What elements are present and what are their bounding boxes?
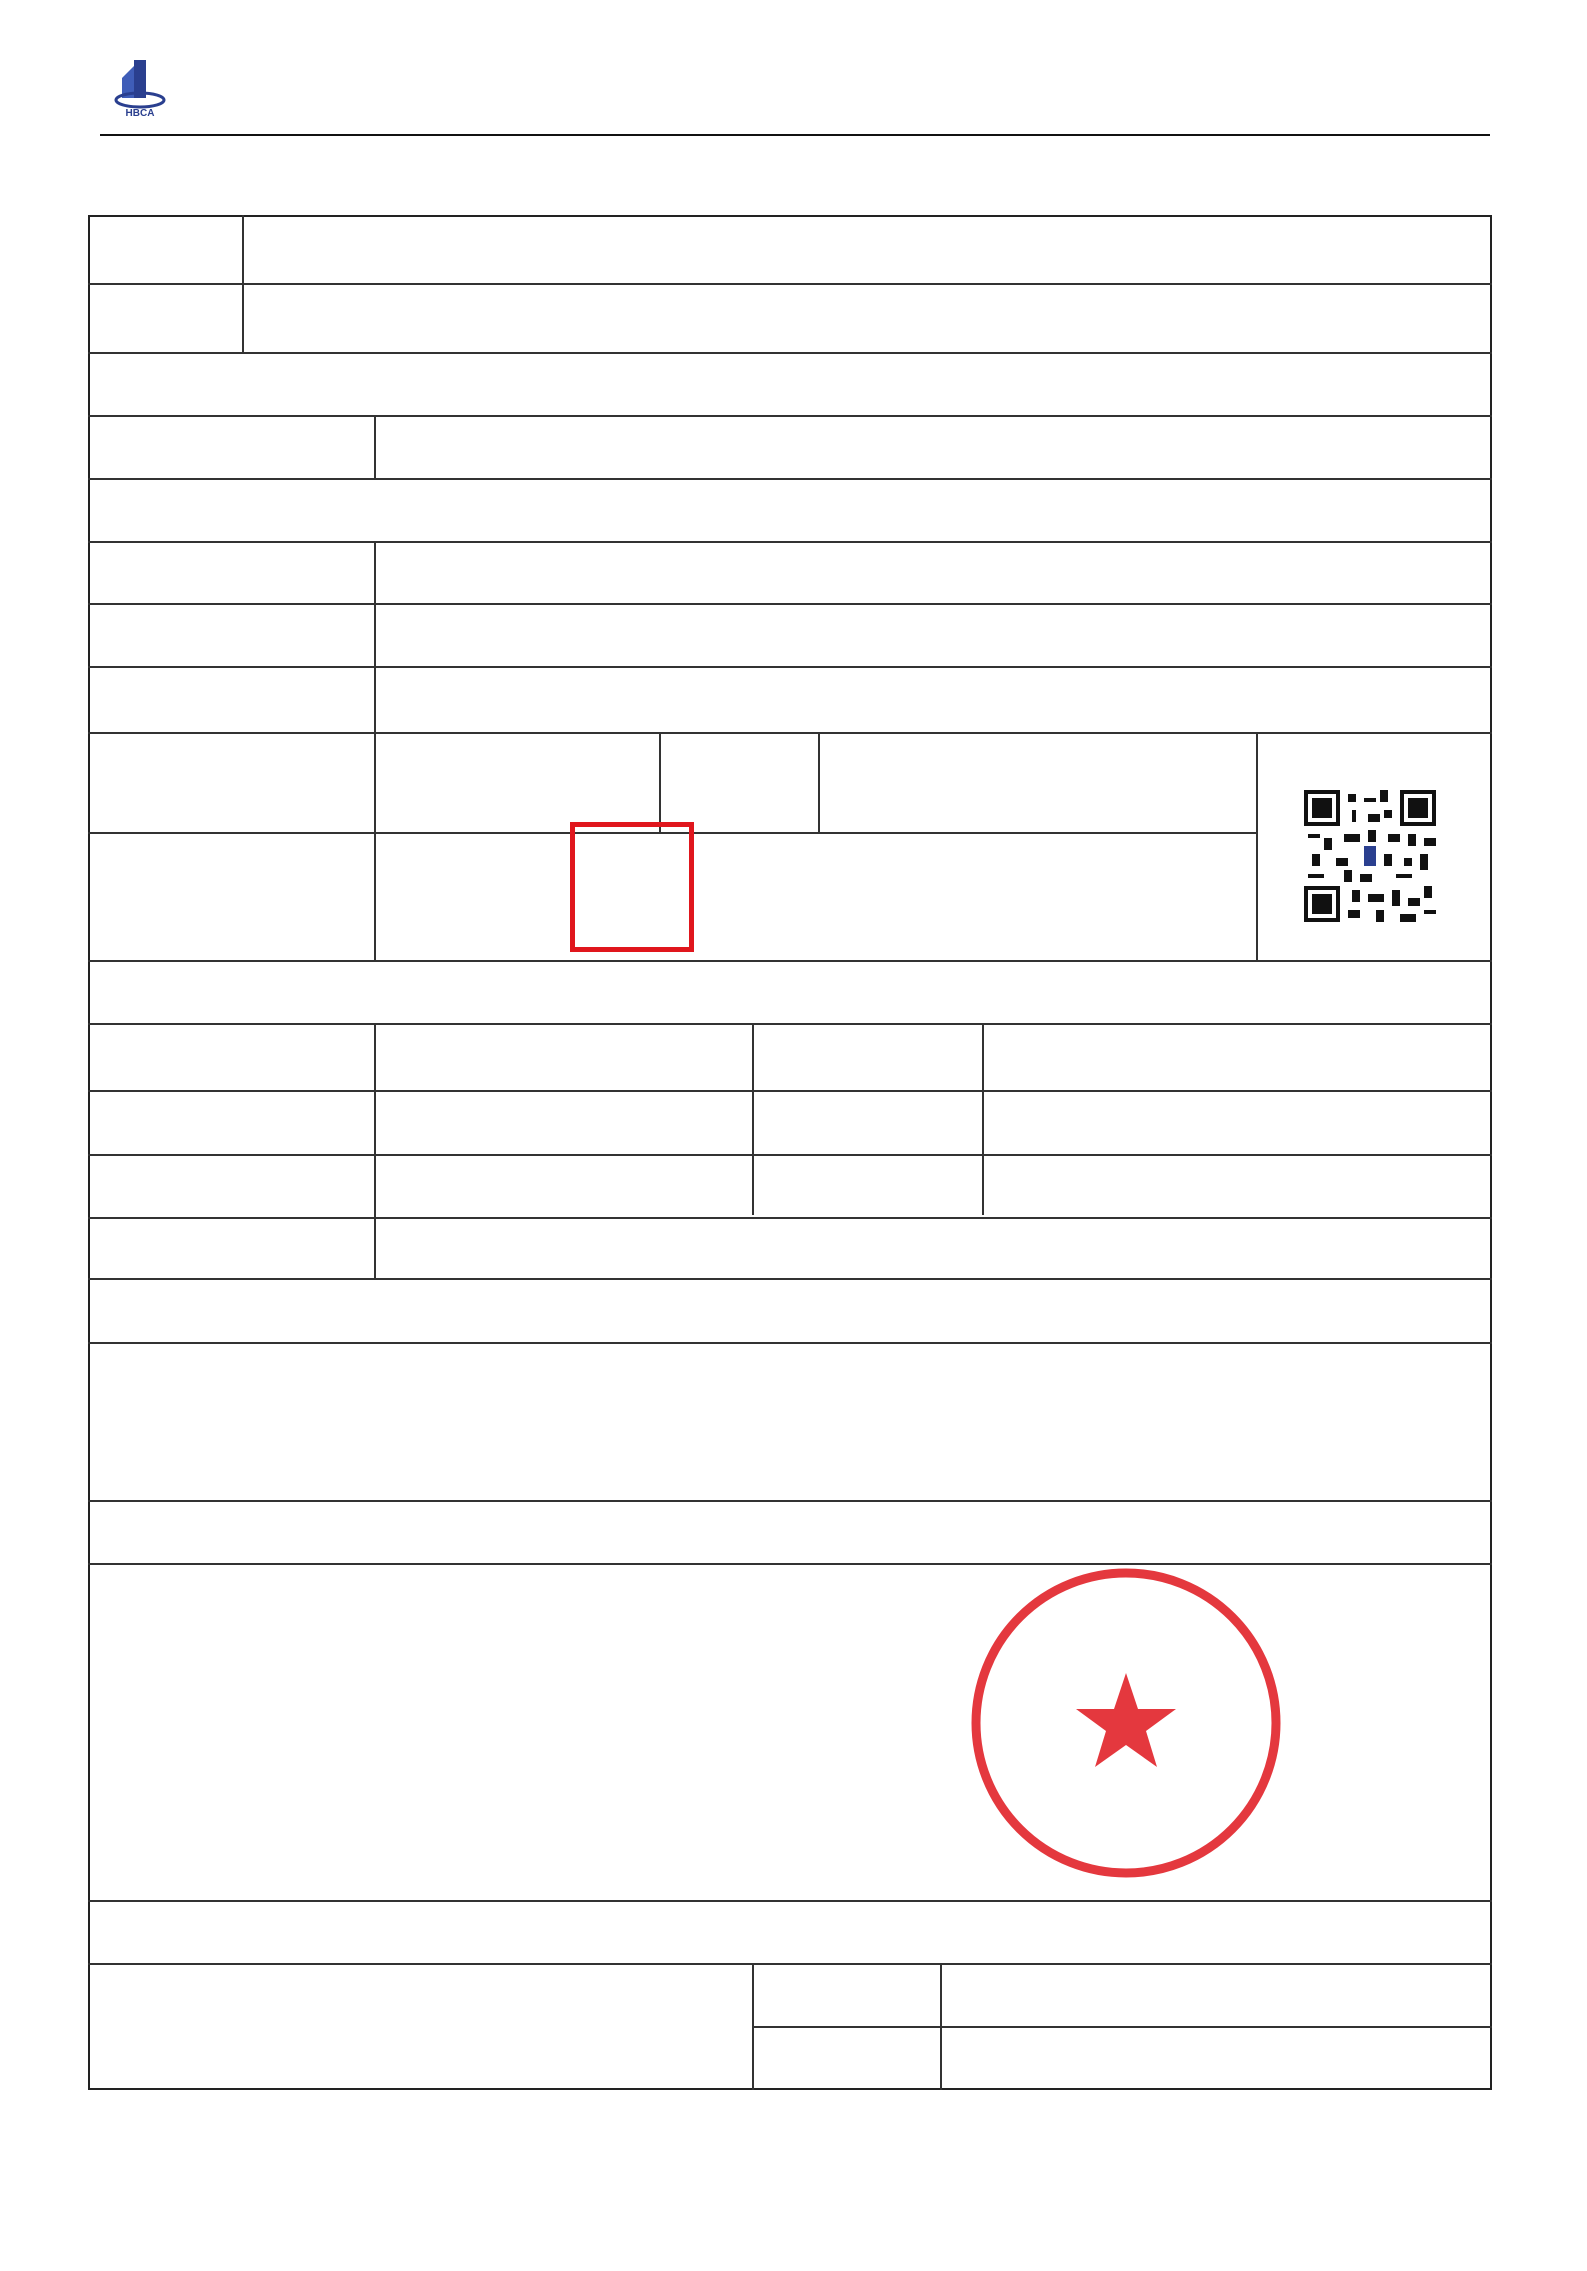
row-divider — [88, 1217, 1492, 1219]
row-divider — [752, 2026, 1492, 2028]
col-divider — [374, 541, 376, 960]
header-rule — [100, 134, 1490, 136]
row-divider — [88, 960, 1492, 962]
col-divider — [659, 732, 661, 832]
row-divider — [88, 541, 1492, 543]
col-divider — [1256, 732, 1258, 960]
row-divider — [88, 1278, 1492, 1280]
row-divider — [88, 1090, 1492, 1092]
row-divider — [88, 1900, 1492, 1902]
row-divider — [88, 1342, 1492, 1344]
col-divider — [374, 415, 376, 478]
col-divider — [818, 732, 820, 832]
row-divider — [88, 732, 1492, 734]
row-divider — [88, 603, 1492, 605]
row-divider — [88, 1963, 1492, 1965]
row-divider — [88, 666, 1492, 668]
row-divider — [88, 283, 1492, 285]
col-divider — [752, 1963, 754, 2090]
row-divider — [88, 352, 1492, 354]
legal-representative-seal — [570, 822, 694, 952]
company-seal — [966, 1563, 1286, 1883]
col-divider — [374, 1023, 376, 1278]
col-divider — [242, 215, 244, 352]
col-divider — [752, 1023, 754, 1215]
row-divider — [88, 1154, 1492, 1156]
svg-text:HBCA: HBCA — [125, 108, 155, 118]
row-divider — [88, 478, 1492, 480]
wechat-qr-code — [1304, 790, 1436, 922]
row-divider — [88, 1500, 1492, 1502]
col-divider — [940, 1963, 942, 2090]
row-divider — [88, 415, 1492, 417]
hbca-logo — [112, 58, 168, 118]
row-divider — [88, 1023, 1492, 1025]
col-divider — [982, 1023, 984, 1215]
